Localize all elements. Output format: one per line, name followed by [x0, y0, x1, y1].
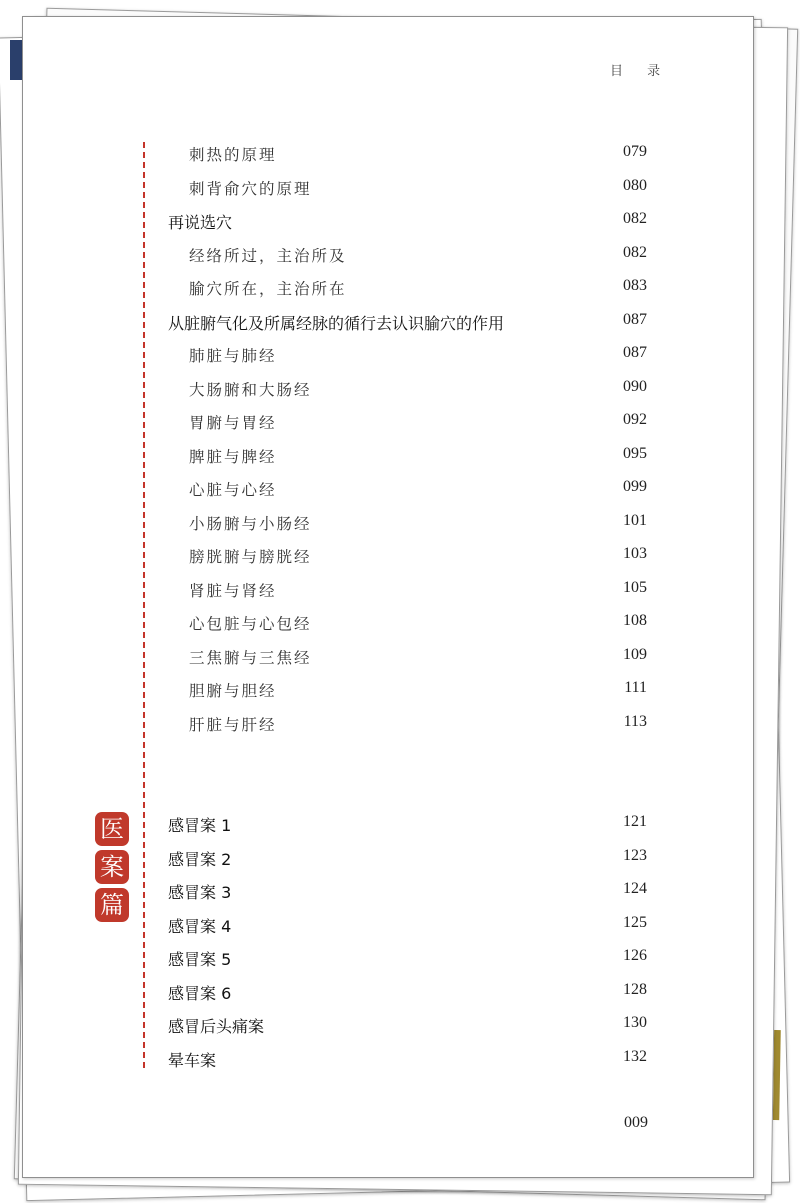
running-head: 目 录	[610, 64, 671, 79]
toc-entry[interactable]	[0, 445, 800, 471]
toc-entry-title: 再说选穴	[168, 213, 233, 232]
toc-entry-page: 121	[623, 813, 647, 830]
toc-entry-page: 080	[623, 176, 647, 194]
toc-entry[interactable]	[0, 344, 800, 370]
toc-entry-page: 105	[623, 578, 647, 596]
toc-entry-title: 感冒案 1	[168, 816, 232, 835]
toc-entry[interactable]	[0, 981, 800, 1007]
toc-entry-title: 肺脏与肺经	[189, 347, 277, 365]
toc-entry-title: 心脏与心经	[189, 481, 277, 499]
toc-entry-page: 108	[623, 612, 647, 629]
toc-entry-page: 083	[623, 277, 647, 294]
toc-entry-page: 103	[623, 545, 647, 562]
toc-entry-page: 130	[623, 1014, 647, 1031]
toc-entry-title: 胆腑与胆经	[189, 682, 277, 700]
toc-entry-title: 膀胱腑与膀胱经	[189, 548, 312, 566]
toc-entry-page: 109	[623, 645, 647, 663]
toc-entry-page: 111	[624, 679, 647, 696]
toc-entry[interactable]	[0, 545, 800, 571]
toc-entry-page: 087	[623, 344, 647, 361]
toc-entry[interactable]	[0, 947, 800, 973]
toc-entry-title: 肝脏与肝经	[189, 715, 277, 734]
toc-entry-page: 101	[623, 511, 647, 529]
toc-entry[interactable]	[0, 177, 800, 203]
toc-entry[interactable]	[0, 880, 800, 906]
toc-entry-title: 刺热的原理	[189, 146, 277, 164]
toc-entry-page: 123	[623, 846, 647, 864]
toc-entry[interactable]	[0, 143, 800, 169]
toc-entry[interactable]	[0, 847, 800, 873]
toc-entry-title: 经络所过，主治所及	[189, 246, 347, 265]
toc-entry-title: 感冒案 6	[168, 983, 232, 1003]
toc-entry-title: 腧穴所在，主治所在	[189, 280, 347, 298]
toc-entry-page: 087	[623, 310, 647, 328]
toc-entry-title: 小肠腑与小肠经	[189, 514, 312, 533]
toc-entry-title: 大肠腑和大肠经	[189, 380, 312, 399]
toc-entry-page: 124	[623, 880, 647, 897]
toc-entry[interactable]	[0, 1048, 800, 1074]
toc-entry-title: 从脏腑气化及所属经脉的循行去认识腧穴的作用	[168, 313, 505, 333]
toc-entry-title: 晕车案	[168, 1050, 217, 1070]
toc-entry-page: 079	[623, 143, 647, 160]
toc-entry-page: 082	[623, 243, 647, 261]
toc-entry-title: 肾脏与肾经	[189, 581, 277, 600]
toc-entry-page: 132	[623, 1047, 647, 1065]
toc-entry[interactable]	[0, 914, 800, 940]
toc-entry[interactable]	[0, 277, 800, 303]
toc-entry-page: 126	[623, 947, 647, 964]
toc-entry-title: 感冒后头痛案	[168, 1017, 265, 1036]
toc-entry[interactable]	[0, 813, 800, 839]
toc-entry-page: 128	[623, 980, 647, 998]
toc-entry[interactable]	[0, 378, 800, 404]
toc-entry[interactable]	[0, 411, 800, 437]
toc-entry-title: 感冒案 4	[168, 916, 232, 936]
seal-char: 篇	[95, 888, 129, 922]
toc-entry-title: 脾脏与脾经	[189, 447, 277, 466]
toc-entry[interactable]	[0, 512, 800, 538]
toc-entry-page: 099	[623, 478, 647, 495]
toc-entry[interactable]	[0, 1014, 800, 1040]
toc-entry-title: 感冒案 5	[168, 950, 232, 969]
toc-entry[interactable]	[0, 311, 800, 337]
toc-entry-page: 113	[623, 712, 647, 730]
toc-entry-title: 刺背俞穴的原理	[189, 179, 312, 198]
page-number: 009	[624, 1114, 648, 1131]
toc-entry[interactable]	[0, 478, 800, 504]
toc-entry-page: 125	[623, 913, 647, 931]
toc-entry-title: 心包脏与心包经	[189, 615, 312, 633]
toc-entry[interactable]	[0, 713, 800, 739]
toc-entry[interactable]	[0, 210, 800, 236]
toc-entry-page: 090	[623, 377, 647, 395]
toc-entry[interactable]	[0, 679, 800, 705]
toc-entry[interactable]	[0, 646, 800, 672]
seal-char: 案	[95, 850, 129, 884]
toc-entry-title: 感冒案 2	[168, 849, 232, 869]
toc-entry[interactable]	[0, 579, 800, 605]
toc-entry[interactable]	[0, 612, 800, 638]
seal-char: 医	[95, 812, 129, 846]
toc-entry-page: 095	[623, 444, 647, 462]
toc-entry-title: 三焦腑与三焦经	[189, 648, 312, 667]
toc-entry[interactable]	[0, 244, 800, 270]
toc-entry-title: 感冒案 3	[168, 883, 232, 902]
toc-entry-page: 092	[623, 411, 647, 428]
toc-entry-title: 胃腑与胃经	[189, 414, 277, 432]
toc-entry-page: 082	[623, 210, 647, 227]
